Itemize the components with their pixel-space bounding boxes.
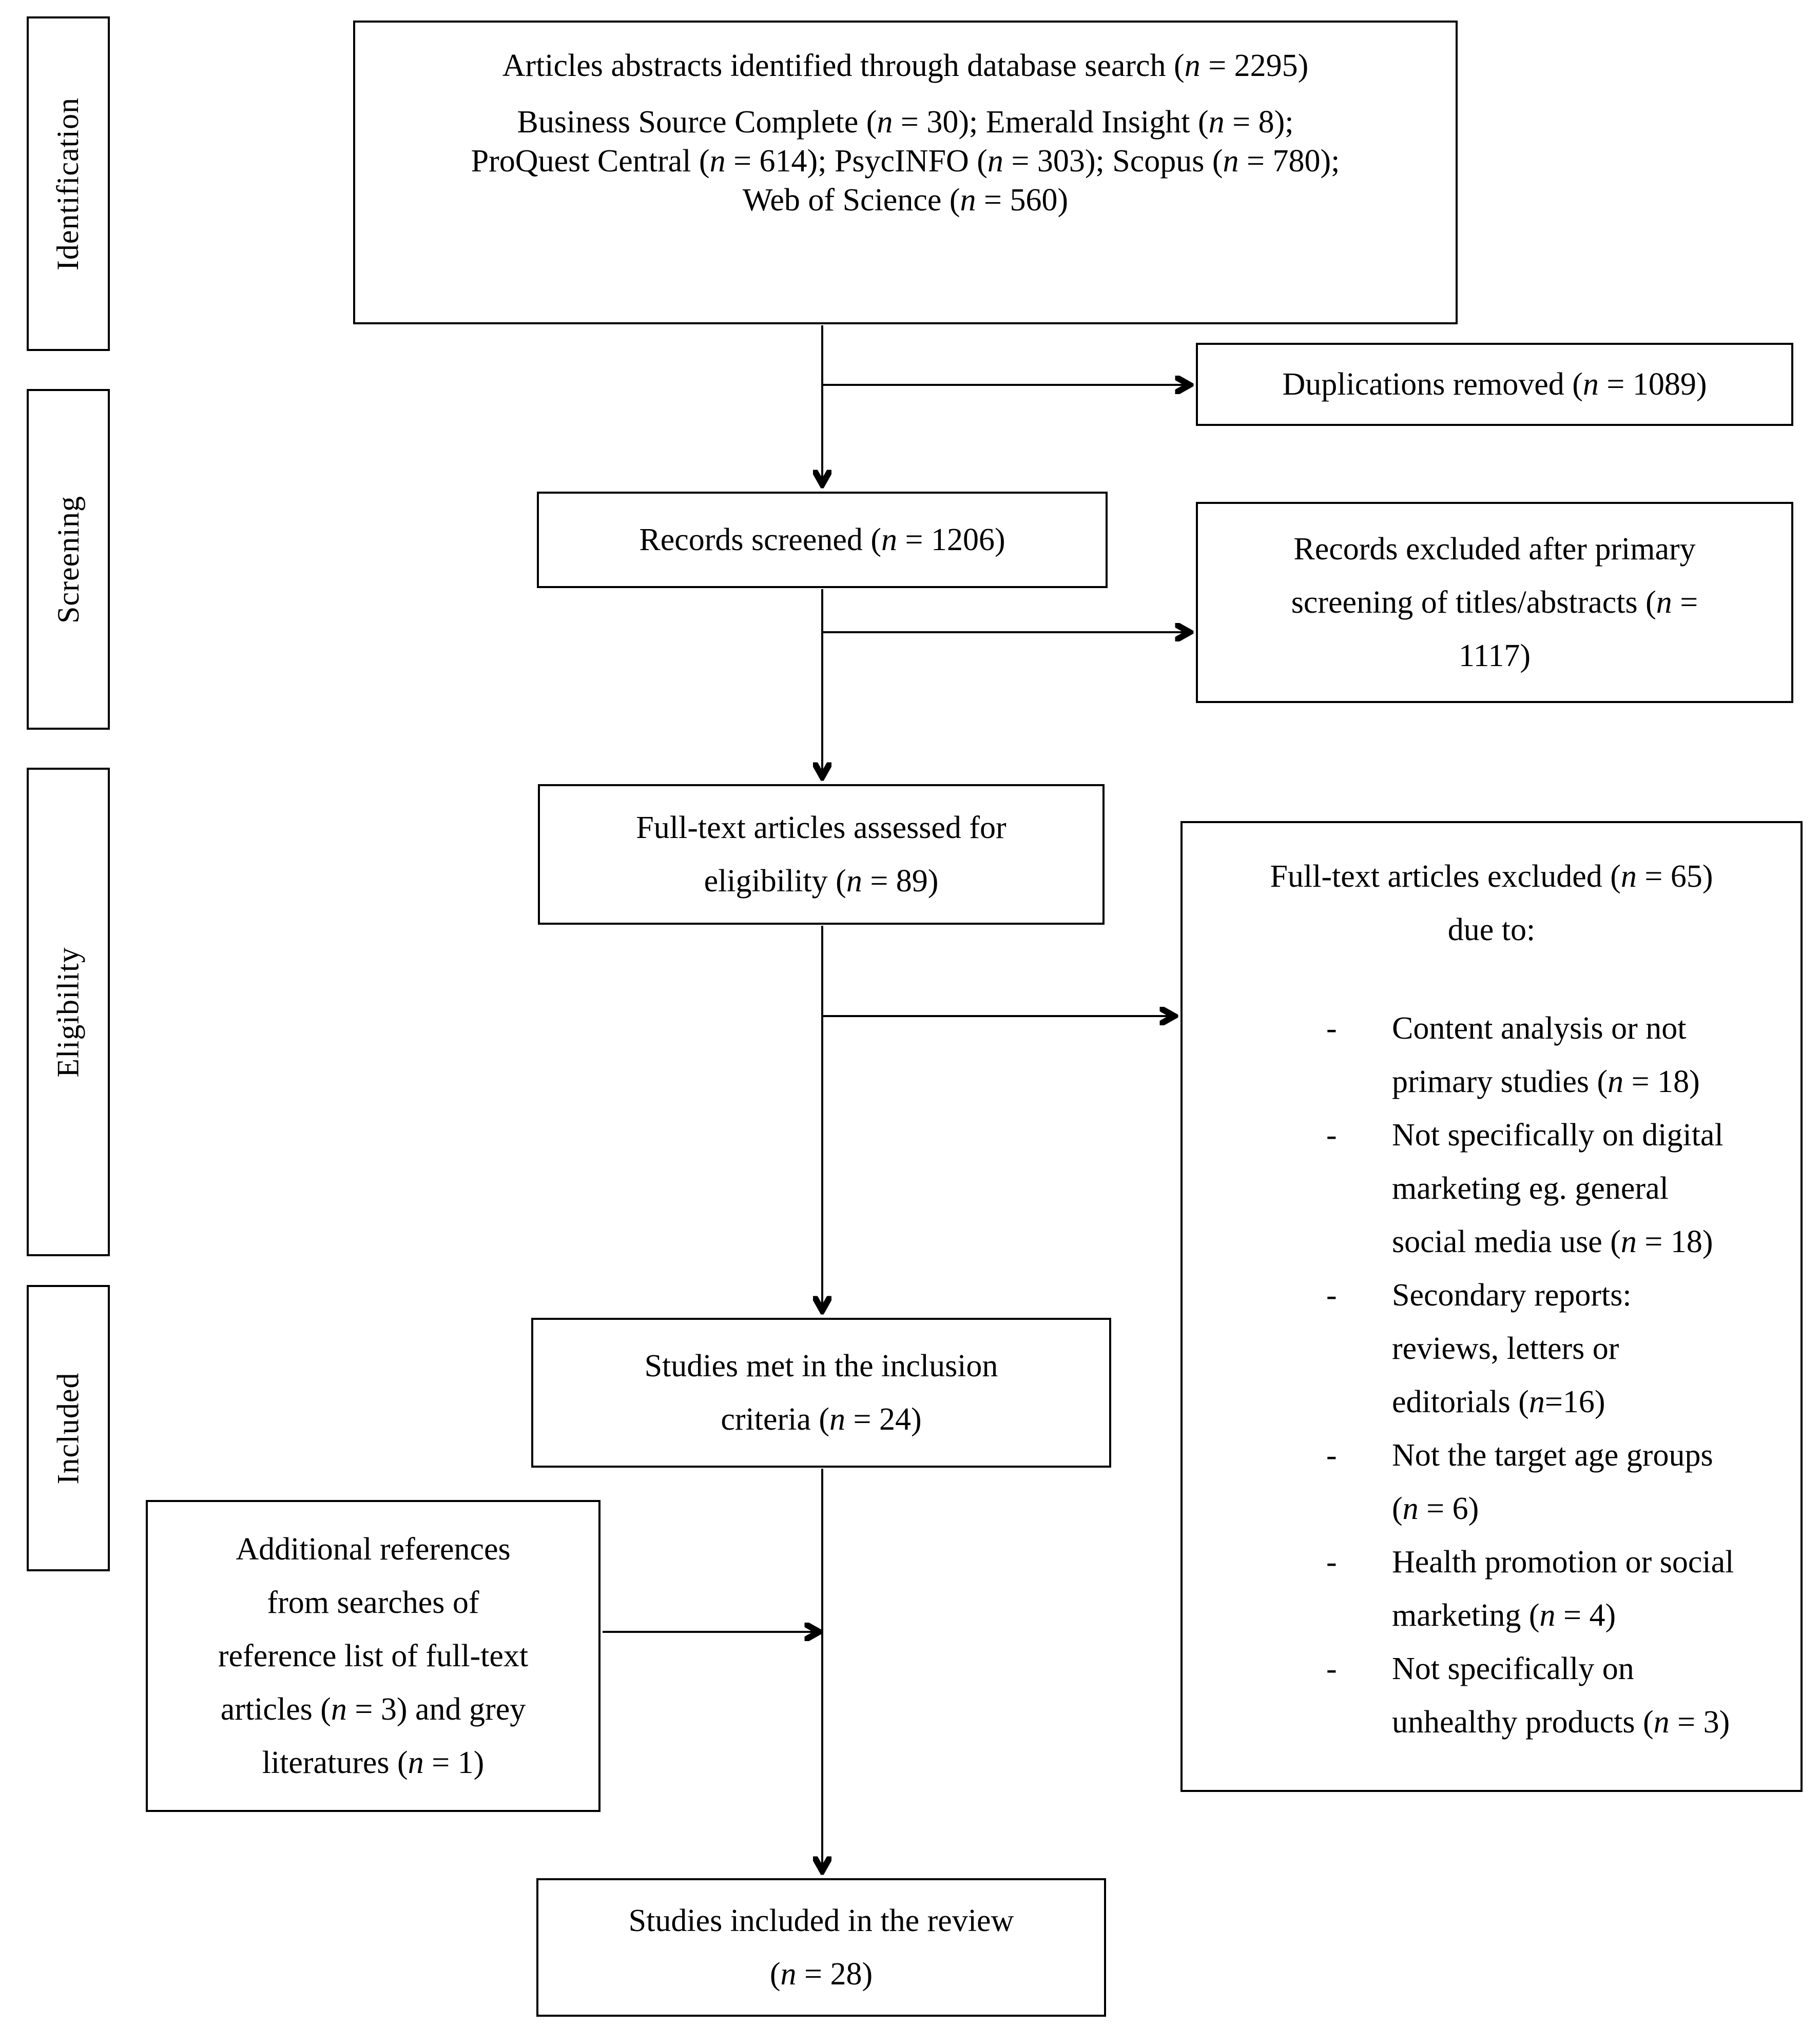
exclusion-reason xyxy=(1183,1108,1800,1269)
identified-database-sources: Business Source Complete (n = 30); Emerald Insight (n = 8); ProQuest Central (n = 614); PsycINFO (n = 303); Scopus (n = 780); Web of Science (n = 560) xyxy=(471,105,1340,218)
stage-label-eligibility xyxy=(27,768,110,1256)
records-screened-text: Records screened (n = 1206) xyxy=(639,522,1005,557)
box-additional-references xyxy=(146,1500,601,1812)
exclusion-reason-text: Secondary reports: reviews, letters or editorials (n=16) xyxy=(1392,1278,1632,1419)
stage-label-screening-text: Screening xyxy=(51,495,85,623)
bullet-dash: - xyxy=(1326,1545,1337,1580)
exclusion-reason xyxy=(1183,1269,1800,1429)
stage-label-identification xyxy=(27,16,110,351)
exclusion-reason xyxy=(1183,1429,1800,1535)
box-studies-included xyxy=(536,1878,1106,2017)
bullet-dash: - xyxy=(1326,1438,1337,1473)
fulltext-assessed-text: Full-text articles assessed for eligibility (n = 89) xyxy=(636,810,1006,899)
exclusion-reason-text: Health promotion or social marketing (n = 4) xyxy=(1392,1545,1734,1633)
exclusion-reason xyxy=(1183,1002,1800,1108)
additional-references-text: Additional references from searches of reference list of full-text articles (n = 3) and grey literatures (n = 1) xyxy=(218,1532,529,1780)
stage-label-included-text: Included xyxy=(51,1372,85,1484)
studies-included-text: Studies included in the review (n = 28) xyxy=(628,1903,1014,1992)
stage-label-included xyxy=(27,1285,110,1571)
box-fulltext-assessed xyxy=(538,784,1105,925)
fulltext-excluded-title: Full-text articles excluded (n = 65) due to: xyxy=(1270,859,1713,947)
box-studies-met-inclusion xyxy=(531,1318,1111,1468)
exclusion-reason-text: Not specifically on unhealthy products (n = 3) xyxy=(1392,1651,1730,1740)
studies-met-text: Studies met in the inclusion criteria (n = 24) xyxy=(644,1349,998,1437)
exclusion-reason-text: Content analysis or not primary studies (n = 18) xyxy=(1392,1011,1700,1099)
exclusion-reason xyxy=(1183,1642,1800,1749)
bullet-dash: - xyxy=(1326,1651,1337,1686)
stage-label-eligibility-text: Eligibility xyxy=(51,946,85,1078)
identified-title: Articles abstracts identified through database search (n = 2295) xyxy=(502,48,1309,83)
exclusion-reason-text: Not the target age groups (n = 6) xyxy=(1392,1438,1713,1526)
exclusion-reason-text: Not specifically on digital marketing eg. general social media use (n = 18) xyxy=(1392,1118,1724,1259)
records-excluded-text: Records excluded after primary screening of titles/abstracts (n = 1117) xyxy=(1291,532,1698,673)
exclusion-reason xyxy=(1183,1535,1800,1642)
exclusion-reasons-list xyxy=(1183,1002,1800,1749)
bullet-dash: - xyxy=(1326,1011,1337,1046)
box-records-screened xyxy=(537,492,1108,588)
bullet-dash: - xyxy=(1326,1278,1337,1313)
box-identified-records xyxy=(353,21,1458,324)
box-records-excluded xyxy=(1196,502,1793,703)
duplications-removed-text: Duplications removed (n = 1089) xyxy=(1282,367,1707,402)
stage-label-screening xyxy=(27,389,110,730)
stage-label-identification-text: Identification xyxy=(51,97,85,270)
bullet-dash: - xyxy=(1326,1118,1337,1153)
box-fulltext-excluded xyxy=(1180,821,1803,1792)
box-duplications-removed xyxy=(1196,343,1793,426)
